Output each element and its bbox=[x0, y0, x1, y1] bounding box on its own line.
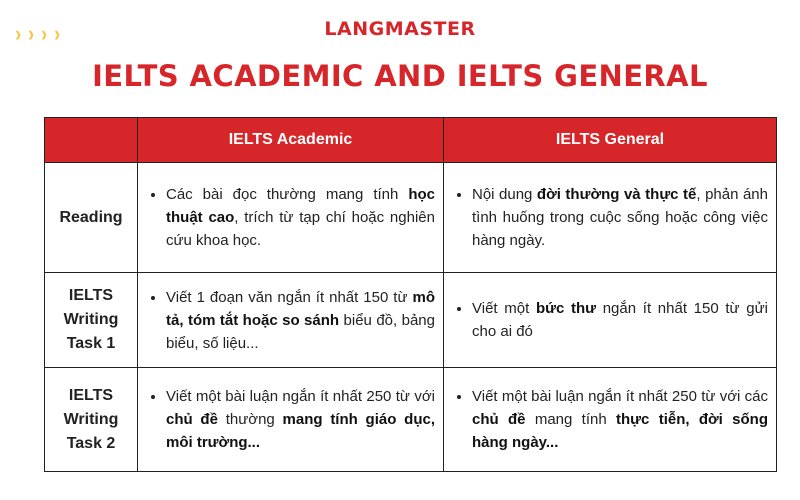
text: Viết một bài luận ngắn ít nhất 250 từ với bbox=[166, 388, 435, 405]
text: Nội dung bbox=[472, 186, 537, 203]
text: Các bài đọc thường mang tính bbox=[166, 186, 409, 203]
chevrons-decoration-icon: › › › › bbox=[15, 21, 61, 46]
list-item bbox=[166, 385, 435, 454]
academic-cell bbox=[138, 273, 444, 368]
text: , phản ánh tình huống trong cuộc sống hoặc công việc hàng ngày. bbox=[472, 186, 768, 249]
list-item bbox=[472, 385, 768, 454]
column-header-general: IELTS General bbox=[444, 118, 777, 163]
table-header-row bbox=[45, 118, 777, 163]
text: biểu đồ, bảng biểu, số liệu... bbox=[166, 311, 435, 352]
column-header-academic: IELTS Academic bbox=[138, 118, 444, 163]
bold-text: chủ đề bbox=[472, 411, 526, 428]
text: Viết một bài luận ngắn ít nhất 250 từ với các bbox=[472, 388, 768, 405]
row-label: IELTS Writing Task 2 bbox=[45, 368, 138, 472]
bold-text: thực tiễn, đời sống hàng ngày... bbox=[472, 411, 769, 451]
general-cell bbox=[444, 368, 777, 472]
bold-text: chủ đề bbox=[166, 411, 218, 428]
text: , trích từ tạp chí hoặc nghiên cứu khoa học. bbox=[166, 209, 435, 249]
general-cell bbox=[444, 273, 777, 368]
bold-text: mang tính giáo dục, môi trường... bbox=[166, 411, 435, 451]
bold-text: mô tả, tóm tắt hoặc so sánh bbox=[166, 288, 435, 329]
academic-cell bbox=[138, 163, 444, 273]
row-label: IELTS Writing Task 1 bbox=[45, 273, 138, 368]
academic-cell bbox=[138, 368, 444, 472]
table-row bbox=[45, 273, 777, 368]
list-item bbox=[472, 183, 768, 252]
row-label: Reading bbox=[45, 163, 138, 273]
table-row bbox=[45, 163, 777, 273]
text: thường bbox=[217, 411, 283, 428]
bold-text: học thuật cao bbox=[166, 186, 435, 226]
text: Viết 1 đoạn văn ngắn ít nhất 150 từ bbox=[166, 288, 413, 306]
list-item bbox=[472, 297, 768, 343]
header-corner-cell bbox=[45, 118, 138, 163]
brand-logo: LANGMASTER bbox=[324, 18, 476, 40]
list-item bbox=[166, 183, 435, 252]
text: ngắn ít nhất 150 từ gửi cho ai đó bbox=[472, 300, 768, 340]
table-row bbox=[45, 368, 777, 472]
text: Viết một bbox=[472, 300, 536, 317]
bold-text: bức thư bbox=[535, 300, 597, 317]
comparison-table bbox=[44, 117, 777, 472]
page-title: IELTS ACADEMIC AND IELTS GENERAL bbox=[92, 59, 708, 93]
text: mang tính bbox=[525, 411, 617, 428]
bold-text: đời thường và thực tế bbox=[536, 186, 697, 203]
list-item bbox=[166, 286, 435, 355]
general-cell bbox=[444, 163, 777, 273]
